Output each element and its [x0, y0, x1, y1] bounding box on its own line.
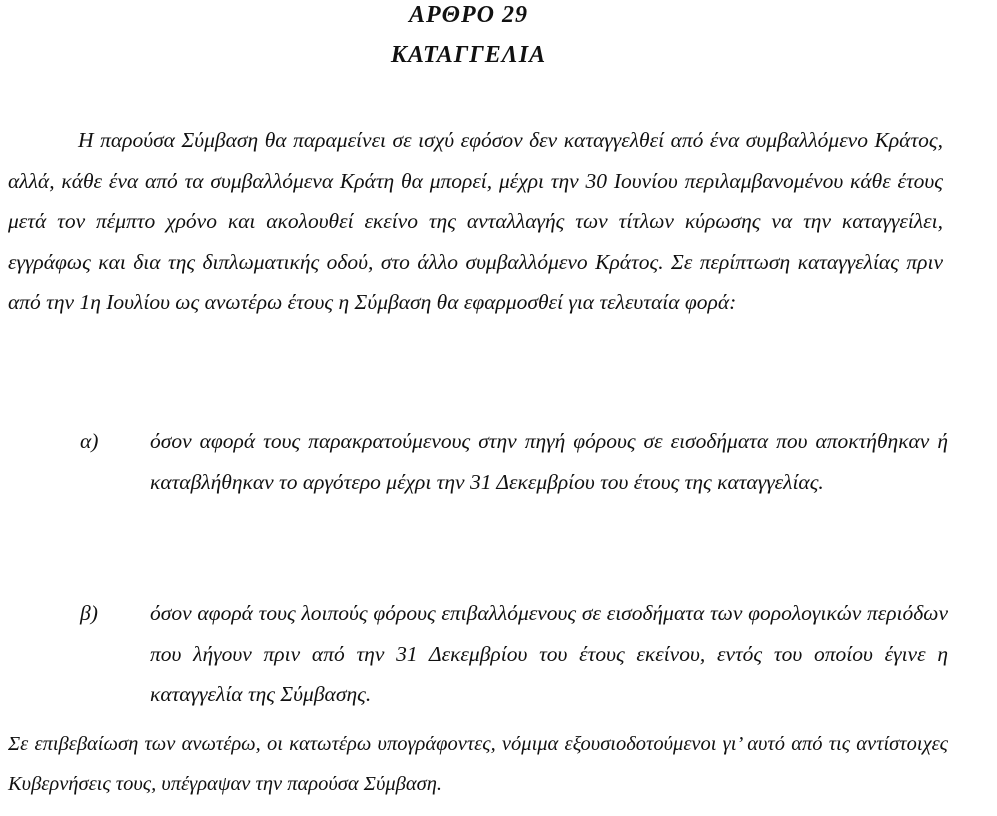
article-number: ΑΡΘΡΟ 29	[409, 2, 528, 28]
list-text-b: όσον αφορά τους λοιπούς φόρους επιβαλλόμενους σε εισοδήματα των φορολογικών περιόδων που λήγουν πριν από την 31 Δεκεμβρίου του έτους εκείνου, εντός του οποίου έγινε η καταγγελία της Σύμβασης.	[150, 601, 948, 706]
article-title: ΚΑΤΑΓΓΕΛΙΑ	[390, 42, 547, 68]
intro-paragraph: Η παρούσα Σύμβαση θα παραμείνει σε ισχύ εφόσον δεν καταγγελθεί από ένα συμβαλλόμενο Κράτος, αλλά, κάθε ένα από τα συμβαλλόμενα Κράτη θα μπορεί, μέχρι την 30 Ιουνίου περιλαμβανομένου κάθε έτους μετά τον πέμπτο χρόνο και ακολουθεί εκείνο της ανταλλαγής των τίτλων κύρωσης να την καταγγείλει, εγγράφως και δια της διπλωματικής οδού, στο άλλο συμβαλλόμενο Κράτος. Σε περίπτωση καταγγελίας πριν από την 1η Ιουλίου ως ανωτέρω έτους η Σύμβαση θα εφαρμοσθεί για τελευταία φορά:	[8, 128, 943, 314]
list-marker-a: α)	[80, 429, 99, 453]
list-text-a: όσον αφορά τους παρακρατούμενους στην πηγή φόρους σε εισοδήματα που αποκτήθηκαν ή καταβλήθηκαν το αργότερο μέχρι την 31 Δεκεμβρίου του έτους της καταγγελίας.	[150, 429, 948, 494]
closing-paragraph: Σε επιβεβαίωση των ανωτέρω, οι κατωτέρω υπογράφοντες, νόμιμα εξουσιοδοτούμενοι γι’ αυτό από τις αντίστοιχες Κυβερνήσεις τους, υπέγραψαν την παρούσα Σύμβαση.	[8, 733, 948, 795]
list-marker-b: β)	[80, 601, 98, 625]
